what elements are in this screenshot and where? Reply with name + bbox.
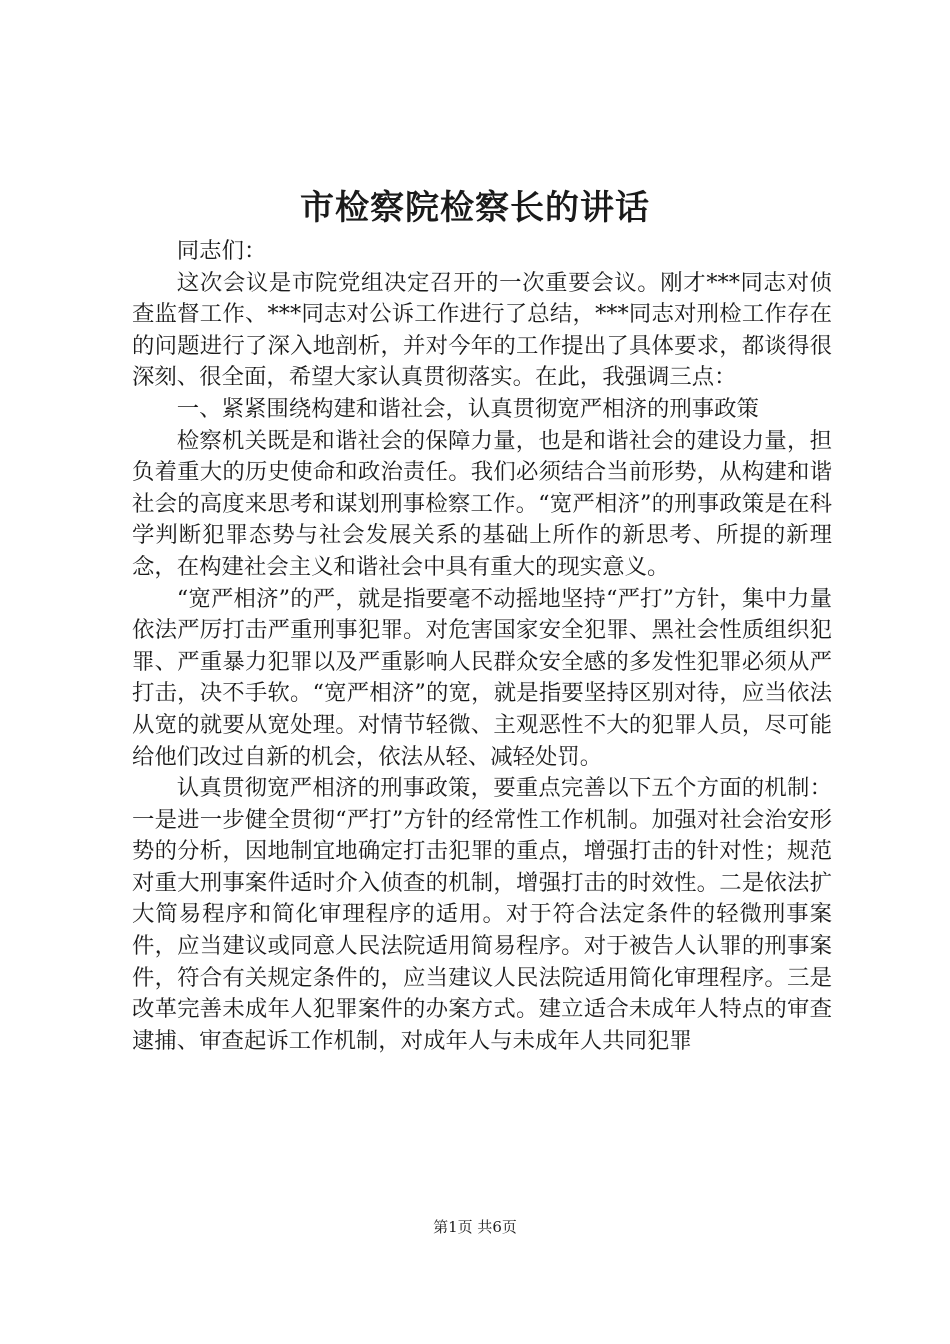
page-number-footer: 第1页 共6页 [433, 1218, 517, 1236]
section-heading-1: 一、紧紧围绕构建和谐社会，认真贯彻宽严相济的刑事政策 [176, 395, 759, 422]
paragraph-mechanisms: 认真贯彻宽严相济的刑事政策，要重点完善以下五个方面的机制：一是进一步健全贯彻“严打”方针的经常性工作机制。加强对社会治安形势的分析，因地制宜地确定打击犯罪的重点，增强打击的针对性；规范对重大刑事案件适时介入侦查的机制，增强打击的时效性。二是依法扩大简易程序和简化审理程序的适用。对于符合法定条件的轻微刑事案件，应当建议或同意人民法院适用简易程序。对于被告人认罪的刑事案件，符合有关规定条件的，应当建议人民法院适用简化审理程序。三是改革完善未成年人犯罪案件的办案方式。建立适合未成年人特点的审查逮捕、审查起诉工作机制，对成年人与未成年人共同犯罪 [132, 775, 832, 1054]
document-title: 市检察院检察长的讲话 [300, 188, 650, 228]
paragraph-role: 检察机关既是和谐社会的保障力量，也是和谐社会的建设力量，担负着重大的历史使命和政治责任。我们必须结合当前形势，从构建和谐社会的高度来思考和谋划刑事检察工作。“宽严相济”的刑事政策是在科学判断犯罪态势与社会发展关系的基础上所作的新思考、所提的新理念，在构建社会主义和谐社会中具有重大的现实意义。 [132, 427, 832, 580]
paragraph-policy: “宽严相济”的严，就是指要毫不动摇地坚持“严打”方针，集中力量依法严厉打击严重刑事犯罪。对危害国家安全犯罪、黑社会性质组织犯罪、严重暴力犯罪以及严重影响人民群众安全感的多发性犯罪必须从严打击，决不手软。“宽严相济”的宽，就是指要坚持区别对待，应当依法从宽的就要从宽处理。对情节轻微、主观恶性不大的犯罪人员，尽可能给他们改过自新的机会，依法从轻、减轻处罚。 [132, 585, 832, 770]
document-body [132, 236, 832, 1057]
salutation: 同志们： [176, 238, 267, 264]
paragraph-intro: 这次会议是市院党组决定召开的一次重要会议。刚才***同志对侦查监督工作、***同志对公诉工作进行了总结，***同志对刑检工作存在的问题进行了深入地剖析，并对今年的工作提出了具体要求，都谈得很深刻、很全面，希望大家认真贯彻落实。在此，我强调三点： [132, 269, 832, 391]
